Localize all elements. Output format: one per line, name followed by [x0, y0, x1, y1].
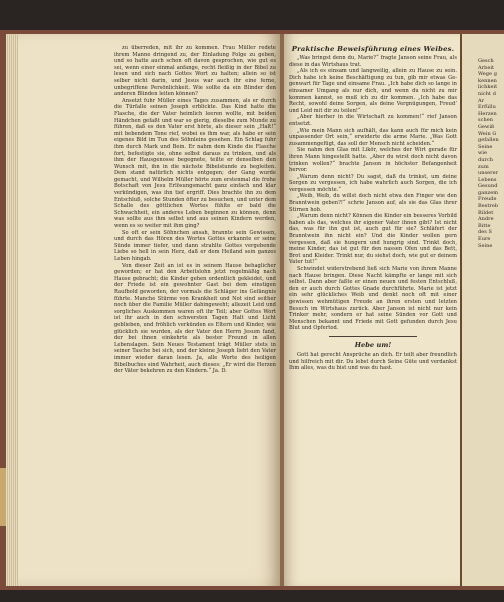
next-page-line: Wein G [478, 130, 497, 137]
next-page-line: wie [478, 150, 487, 157]
next-page-line: Arbeit [478, 64, 495, 71]
next-page-line: nicht d [478, 90, 496, 97]
right-paragraph: „Weib, Weib, du willst doch nicht etwa den Finger wie den Branntwein geben?!“ schrie Janson auf, als sie das Glas ihrer Stirnen hob. [289, 193, 457, 213]
right-article-column [289, 45, 457, 515]
next-page-line: Seine [478, 242, 493, 249]
left-article-column [114, 45, 276, 515]
right-paragraph: Sie nahm den Glas mit Likör, welches der Wirt gerade für ihren Mann hingestellt hatte. „Aber du wirst doch nicht davon trinken wollen?“ brachte Janson in höchster Befangenheit hervor. [289, 147, 457, 174]
next-page-line: Bestreb [478, 203, 499, 210]
next-page-line: Wege g [478, 71, 497, 78]
next-page-line: Freude [478, 196, 497, 203]
next-page-line: schen [478, 117, 494, 124]
next-page-line: des S [478, 229, 492, 236]
next-page-line: zum [478, 163, 489, 170]
next-page-line: Gesch [478, 58, 494, 64]
left-paragraph: zu überreden, mit ihr zu kommen. Frau Müller redete ihrem Manne dringend zu, der Einladung Folge zu geben, und so hatte auch schon oft davon gesprochen, wie gut es sei, wenn einer einmal anfange, recht fleißig in der Bibel zu lesen und sich nach Gottes Wort zu halten; allein so ist selber nicht darin, und Jesus war auch ihr eine ferne, unbegriffene Persönlichkeit. Wie sollte da ein Blinder den anderen Blinden leiten können? [114, 45, 276, 98]
next-page-line: Eure [478, 236, 491, 243]
next-page-line: Andre [478, 216, 494, 223]
next-page-line: Gewiß [478, 123, 495, 130]
next-page-line: Bitte [478, 222, 491, 229]
next-page-line: ganzem [478, 189, 499, 196]
right-paragraph: „Was bringst denn du, Marie?“ fragte Janson seine Frau, als diese in das Wirtshaus trat. [289, 55, 457, 68]
next-page-line: Gesund [478, 183, 498, 190]
next-page-line: gefallen [478, 137, 499, 144]
next-page-line: Erfüllu [478, 104, 496, 111]
section-title: Hebe um! [354, 340, 392, 349]
right-paragraph: „Als ich es einsam und langweilig, allein zu Hause zu sein. Dich habe ich keine Beschäftigung zu tun, gib mir etwas Gegenwart für Tage und einsame Frau. „Ich habe dich so lange in einsamer Umgang als nur dich, und wenn du nicht zu mir kommen kannst, so muß ich zu dir kommen. „Ich habe das Recht, sowohl deine Sorgen, als deine Vergnügungen, Freud’ und Leid mit dir zu teilen!“ [289, 68, 457, 114]
next-page-line: kennen [478, 77, 497, 84]
article-title: Praktische Beweisführung eines Weibes. [291, 45, 455, 53]
section-divider [329, 336, 417, 337]
right-paragraph: „Warum denn nicht? Du sagst, daß du trinkst, um deine Sorgen zu vergessen, ich habe wahrlich auch Sorgen, die ich vergessen möchte.“ [289, 173, 457, 193]
next-page-line: lichkeit [478, 84, 498, 91]
right-paragraph: „Warum denn nicht? Können die Kinder ein besseres Vorbild haben als das, welches ihr eigener Vater ihnen gibt? Ist nicht das, was für ihn gut ist, auch gut für sie? Schläfert der Branntwein ihn nicht ein? Und die Kinder wollen gern vergessen, daß sie hungern und hungrig sind. Trinkt doch, meine Kinder, das ist gut für den nassen Ofen und das Bett, Brot und Kleider. Trinkt nur, du siehst doch, wie gut er deinem Vater tut!“ [289, 213, 457, 266]
next-page-line: durch [478, 156, 494, 163]
next-page-line: Lebens [478, 176, 497, 183]
left-paragraph: So oft er sein Söhnchen ansah, brannte sein Gewissen, und durch das Hören des Wortes Gottes erkannte er seine Sünde immer tiefer, und dann strahlte Gottes vergebende Liebe so hell in sein Herz, daß er dem Heiland sein ganzes Leben hingab. [114, 229, 276, 262]
bookmark-tab [0, 468, 6, 526]
next-page-column [478, 58, 504, 518]
next-page-line: unserer [478, 170, 499, 177]
next-page-line: Herzen [478, 110, 497, 117]
page-edges [6, 34, 18, 586]
right-paragraph: Schwindet widerstrebend ließ sich Marie von ihrem Manne nach Hause bringen. Diese Nacht kämpfte er lange mit sich selbst. Dann aber faßte er einen neuen und festen Entschluß, den er auch durch Gottes Gnade durchführte. Marie ist jetzt ein sehr glückliches Weib und denkt noch oft mit einer gewissen wehmütigen Freude an ihren ersten und letzten Besuch im Wirtshaus zurück. Aber Janson ist nicht nur kein Trinker mehr, sondern er hat seine Sünden vor Gott und Menschen bekannt und Friede mit Gott gefunden durch Jesu Blut und Opfertod. [289, 266, 457, 332]
left-paragraph: Ansetzt fuhr Müller eines Tages zusammen, als er durch die Türfalle seinen Joseph erblickte. Das Kind hatte die Flasche, die der Vater heimlich leeren wollte, mit beiden Händchen gefaßt und war so gierig, dieselbe zum Munde zu führen, daß es den Vater erst hörte, als dieser sein „Halt!“ mit bebendem Tone rief, wobei es ihm war, als habe er sein eigenes Bild im Tun des Söhnleins gesehen. Ein Schlag fuhr ihm durch Mark und Bein. Er nahm dem Kinde die Flasche fort, befestigte sie, ohne selbst daraus zu trinken, und als ihm der Hausgenosse begegnete, teilte er denselben den Wunsch mit, ihn in die nächste Bibelstunde zu begleiten. Dem stand natürlich nichts entgegen; der Gang wurde gemacht, und Wilhelm Müller hörte zum erstenmal die frohe Botschaft von Jesu Erlösungsmacht ganz einfach und klar verkündigen, was ihn tief ergriff. Dies brachte ihn zu dem Entschluß, solche Stunden öfter zu besuchen, und unter dem Schalle des göttlichen Wortes fühlte er bald die Schwachheit, ein anderes Leben beginnen zu können, denn was sollte aus ihm selbst und aus seinen Kindern werden, wenn es so weiter mit ihm ging? [114, 97, 276, 230]
next-page-line: Bildet [478, 209, 494, 216]
right-paragraph: „Wie mein Mann sich aufhält, das kann auch für mich kein unpassender Ort sein,“ erwiderte die arme Marie. „Was Gott zusammengefügt, das soll der Mensch nicht scheiden.“ [289, 127, 457, 147]
left-paragraph: Von dieser Zeit an ist es in seinem Hause behaglicher geworden; er hat den Arbeitslohn jetzt regelmäßig nach Hause gebracht; die Kinder gehen ordentlich gekleidet, und der Friede ist ein gewohnter Gast bei dem einstigen Raufbold geworden, der vormals die Schläger ins Gefängnis führte. Manche Stürme von Krankheit und Not sind seither noch über die Familie Müller dahingeweht; allezeit Leid und sorgliches Auskommen waren oft ihr Teil; aber Gottes Wort ist ihr auch in den schwersten Tagen Halt und Licht geblieben, und fröhlich verkünden es Eltern und Kinder, wie glücklich sie wurden, als der Vater den Herrn Jesum fand, der bei ihnen einkehrte als bester Freund in allen Lebenslagen. Sein Neues Testament trägt Müller stets in seiner Tasche bei sich, und der kleine Joseph liebt den Vater immer wieder daran lesen. Ja, alle Worte des heiligen Bibelbuches sind Wahrheit, auch dieses: „Er wird die Herzen der Väter bekehren zu den Kindern.“ Ja. D. [114, 262, 276, 375]
next-page-line: Seine [478, 143, 493, 150]
right-paragraph: „Aber hierher in die Wirtschaft zu kommen!“ rief Janson entsetzt. [289, 114, 457, 127]
next-page-line: Ar [478, 97, 485, 104]
right-paragraph: Gott hat gerecht Ansprüche an dich. Er teilt aber freundlich und hilfreich mit dir. Du lebst durch Seine Güte und verdankst Ihm alles, was du bist und was du hast. [289, 351, 457, 372]
